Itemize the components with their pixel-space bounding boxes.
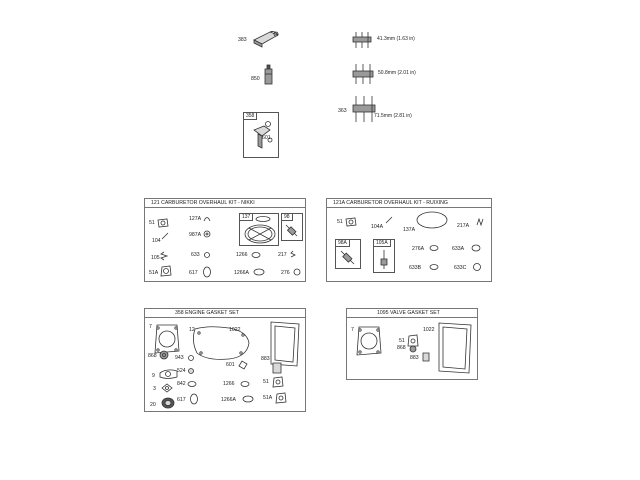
subkit-label: 137 — [240, 214, 253, 221]
part-label-363: 363 — [338, 108, 347, 114]
seal-icon — [203, 214, 211, 222]
o-ring-icon — [187, 354, 195, 362]
o-ring-icon — [203, 251, 211, 259]
kit-label: 127A — [189, 216, 202, 222]
gasket-icon — [157, 218, 169, 228]
kit-title: 121 CARBURETOR OVERHAUL KIT - NIKKI — [151, 200, 255, 206]
part-label-850: 850 — [251, 76, 260, 82]
kit-label: 7 — [351, 327, 354, 333]
kit-label: 217 — [278, 252, 287, 258]
kit-label: 1266A — [221, 397, 237, 403]
kit-label: 276A — [412, 246, 425, 252]
float-bowl-gasket-icon — [243, 223, 277, 245]
bowl-gasket-ring-icon — [415, 210, 449, 230]
gasket-icon — [345, 217, 357, 227]
o-ring-icon — [240, 380, 250, 388]
needle-valve-icon — [339, 249, 357, 267]
o-ring-icon — [253, 268, 265, 276]
kit-label: 276 — [281, 270, 290, 276]
kit-label: 987A — [189, 232, 202, 238]
o-ring-icon — [187, 380, 197, 388]
kit-label: 9 — [152, 373, 155, 379]
measurement-short: 41.3mm (1.63 in) — [377, 36, 415, 42]
kit-label: 51 — [263, 379, 269, 385]
stud-long-icon — [352, 94, 378, 124]
gasket-icon — [275, 392, 287, 404]
gasket-icon — [421, 351, 431, 363]
seal-icon — [409, 345, 417, 353]
measurement-long: 71.5mm (2.81 in) — [374, 113, 412, 119]
kit-label: 12 — [189, 327, 195, 333]
spring-icon — [475, 217, 485, 227]
spring-icon — [290, 250, 296, 258]
screw-icon — [161, 232, 169, 240]
seal-icon — [187, 367, 195, 375]
part-label-383: 383 — [238, 37, 247, 43]
o-ring-icon — [429, 244, 439, 252]
valve-cover-gasket-icon — [437, 321, 473, 375]
cylinder-head-gasket-icon — [355, 325, 383, 357]
kit-label: 601 — [226, 362, 235, 368]
kit-title: 121A CARBURETOR OVERHAUL KIT - RUIXING — [333, 200, 448, 206]
main-jet-icon — [377, 249, 391, 271]
gasket-icon — [272, 376, 284, 388]
gasket-icon — [271, 361, 283, 375]
kit-label: 51A — [263, 395, 273, 401]
kit-label: 104A — [371, 224, 384, 230]
kit-label: 868 — [397, 345, 406, 351]
needle-valve-icon — [284, 223, 300, 239]
kit-label: 137A — [403, 227, 416, 233]
crankcase-gasket-icon — [189, 323, 253, 363]
bowl-seal-icon — [255, 215, 271, 223]
kit-label: 883 — [261, 356, 270, 362]
washer-icon — [203, 230, 211, 238]
spring-icon — [160, 251, 168, 261]
part-box-label-358: 358 — [244, 113, 257, 120]
kit-label: 617 — [177, 397, 186, 403]
kit-title: 358 ENGINE GASKET SET — [175, 310, 239, 316]
kit-valve-gasket-set — [346, 308, 478, 380]
subkit-label: 98 — [282, 214, 293, 221]
part-label-601: 601 — [262, 135, 271, 141]
kit-label: 1266A — [234, 270, 250, 276]
kit-label: 633A — [452, 246, 465, 252]
kit-label: 3 — [153, 386, 156, 392]
kit-label: 633B — [409, 265, 422, 271]
screw-icon — [385, 216, 393, 224]
kit-label: 105 — [151, 255, 160, 261]
gasket-icon — [161, 383, 173, 393]
o-ring-icon — [242, 395, 254, 403]
kit-label: 7 — [149, 324, 152, 330]
subkit-label: 105A — [374, 240, 391, 247]
o-ring-icon — [471, 244, 481, 252]
kit-label: 524 — [177, 368, 186, 374]
kit-label: 633C — [454, 265, 467, 271]
sealant-tube-icon — [264, 64, 274, 86]
kit-carburetor-ruixing — [326, 198, 492, 282]
measurement-medium: 50.8mm (2.01 in) — [378, 70, 416, 76]
kit-label: 617 — [189, 270, 198, 276]
kit-label: 217A — [457, 223, 470, 229]
gasket-icon — [238, 360, 248, 370]
kit-label: 868 — [148, 353, 157, 359]
kit-label: 633 — [191, 252, 200, 258]
kit-label: 1266 — [223, 381, 235, 387]
kit-label: 104 — [152, 238, 161, 244]
o-ring-icon — [429, 263, 439, 271]
stud-short-icon — [352, 30, 374, 50]
kit-label: 1022 — [423, 327, 435, 333]
seal-icon — [159, 350, 169, 360]
o-ring-icon — [251, 251, 261, 259]
o-ring-icon — [202, 266, 212, 278]
gasket-icon — [160, 265, 172, 277]
kit-engine-gasket-set — [144, 308, 306, 412]
kit-label: 20 — [150, 402, 156, 408]
subkit-label: 98A — [336, 240, 350, 247]
exhaust-gasket-icon — [159, 367, 179, 381]
kit-title: 1095 VALVE GASKET SET — [377, 310, 440, 316]
kit-label: 842 — [177, 381, 186, 387]
kit-label: 51 — [149, 220, 155, 226]
o-ring-icon — [189, 393, 199, 405]
oil-seal-icon — [161, 397, 175, 409]
kit-label: 1022 — [229, 327, 241, 333]
stud-medium-icon — [352, 62, 376, 86]
kit-label: 51A — [149, 270, 159, 276]
kit-carburetor-nikki — [144, 198, 306, 282]
kit-label: 943 — [175, 355, 184, 361]
kit-label: 51 — [399, 338, 405, 344]
o-ring-icon — [293, 268, 301, 276]
kit-label: 51 — [337, 219, 343, 225]
o-ring-icon — [472, 262, 482, 272]
kit-label: 1266 — [236, 252, 248, 258]
fuel-line-clamp-icon — [252, 28, 282, 48]
kit-label: 883 — [410, 355, 419, 361]
